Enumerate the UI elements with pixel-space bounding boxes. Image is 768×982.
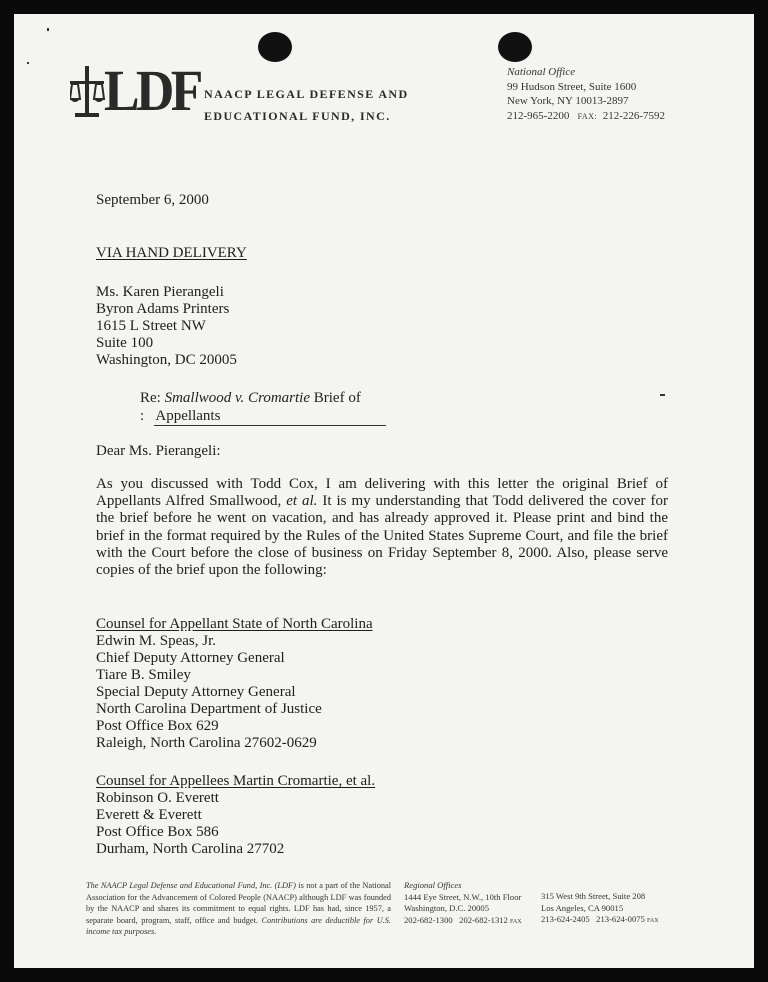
re-first-line [140,389,361,407]
letter-date: September 6, 2000 [96,192,209,208]
re-line [140,389,361,425]
office-phone: 212-965-2200 [507,109,570,122]
regional-office-dc [404,880,522,928]
fax-label: FAX [647,918,659,925]
fax-label: FAX [510,918,522,925]
office-city: New York, NY 10013-2897 [507,95,629,107]
dc-fax: 202-682-1312 [459,914,508,925]
counsel-line: Post Office Box 586 [96,824,219,840]
counsel-line: Special Deputy Attorney General [96,684,296,700]
counsel-heading: Counsel for Appellant State of North Carolina [96,616,373,632]
dc-phone-line [404,915,522,929]
re-prefix: Re: [140,390,165,406]
dc-phone: 202-682-1300 [404,914,453,925]
punch-hole [498,32,532,62]
dc-address: 1444 Eye Street, N.W., 10th Floor [404,891,522,902]
organization-name [204,83,409,127]
letter-page [14,14,754,968]
office-fax: 212-226-7592 [602,109,666,122]
paragraph-text: It is my understanding that Todd delivered the cover for the brief before he went on vacation, and has already approved it. Please print and bind the brief in the format required by the Rules of the United States Supreme Court, and file the brief with the Court before the close of business on Friday September 8, 2000. Also, please serve copies of the brief upon the following: [96,493,668,579]
counsel-block-nc [96,616,373,752]
scan-speck [27,62,29,64]
re-underline [154,425,386,426]
delivery-method: VIA HAND DELIVERY [96,245,247,261]
counsel-line: Durham, North Carolina 27702 [96,841,285,857]
office-label: National Office [507,66,576,78]
body-paragraph [96,476,668,579]
scan-speck [660,394,665,396]
re-line2: Appellants [155,408,221,424]
scan-speck [47,28,49,31]
address-line: Byron Adams Printers [96,301,230,317]
counsel-line: Raleigh, North Carolina 27602-0629 [96,735,317,751]
la-fax: 213-624-0075 [596,914,645,925]
footer-tax-note: Contributions are deductible for U.S. income tax purposes. [86,915,391,937]
footer-disclaimer [86,880,391,938]
paragraph-text: As you discussed with Todd Cox, I am delivering with this letter the original Brief of Appellants Alfred Smallwood, [96,476,668,510]
footer-org-name: The NAACP Legal Defense and Educational Fund, Inc. (LDF) [86,881,296,890]
counsel-block-cromartie [96,773,375,858]
address-line: Washington, DC 20005 [96,352,237,368]
re-colon: : [140,408,145,424]
counsel-line: North Carolina Department of Justice [96,701,322,717]
re-suffix: Brief of [310,390,361,406]
recipient-address [96,284,237,369]
la-phone: 213-624-2405 [541,914,590,925]
footer-text: is not a part of the National Association for the Advancement of Colored People (NAACP) although LDF was founded by the NAACP and shares its commitment to equal rights. LDF has had, since 1957, a separate board, program, staff, office and budget. [86,881,391,925]
la-phone-line [541,914,659,928]
ldf-logo [70,58,200,123]
address-line: 1615 L Street NW [96,318,206,334]
re-second-line [140,407,361,425]
dc-city: Washington, D.C. 20005 [404,903,490,914]
office-address: 99 Hudson Street, Suite 1600 [507,80,637,93]
counsel-heading: Counsel for Appellees Martin Cromartie, et al. [96,773,376,789]
counsel-line: Post Office Box 629 [96,718,219,734]
national-office-block [507,65,665,124]
counsel-line: Chief Deputy Attorney General [96,650,285,666]
la-city: Los Angeles, CA 90015 [541,902,624,913]
org-line: EDUCATIONAL FUND, INC. [204,109,391,123]
salutation: Dear Ms. Pierangeli: [96,443,221,459]
et-al: et al. [286,493,318,510]
counsel-line: Tiare B. Smiley [96,667,191,683]
address-line: Suite 100 [96,335,154,351]
case-name: Smallwood v. Cromartie [164,390,311,406]
la-address: 315 West 9th Street, Suite 208 [541,891,646,901]
punch-hole [258,32,292,62]
regional-office-la [541,891,659,928]
fax-label: FAX: [577,111,598,121]
office-phone-line [507,109,665,125]
regional-label: Regional Offices [404,880,462,890]
counsel-line: Robinson O. Everett [96,790,219,806]
counsel-line: Everett & Everett [96,807,202,823]
org-line: NAACP LEGAL DEFENSE AND [204,87,409,101]
counsel-line: Edwin M. Speas, Jr. [96,633,216,649]
logo-text: LDF [104,58,200,123]
address-line: Ms. Karen Pierangeli [96,284,224,300]
